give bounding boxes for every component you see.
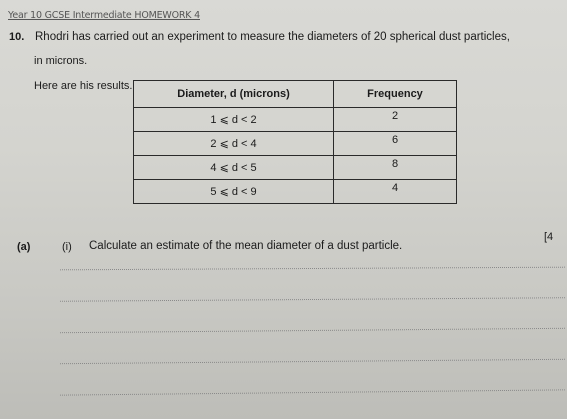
diameter-cell (134, 156, 334, 180)
diameter-value: 4 ⩽ d < 5 (210, 162, 257, 174)
frequency-column-header: Frequency (334, 81, 457, 108)
marks-bracket: [4 (544, 231, 554, 243)
frequency-cell (334, 180, 457, 204)
frequency-cell (334, 156, 457, 180)
question-number: 10. (9, 31, 25, 43)
table-header-row (134, 81, 457, 108)
subpart-label: (i) (62, 241, 72, 253)
frequency-value: 2 (391, 109, 399, 122)
diameter-value: 2 ⩽ d < 4 (210, 138, 257, 150)
question-text: Rhodri has carried out an experiment to measure the diameters of 20 spherical dust particles, (35, 31, 510, 43)
table-row (134, 132, 457, 156)
part-label: (a) (17, 241, 31, 253)
table-row (134, 108, 457, 132)
diameter-column-header: Diameter, d (microns) (134, 81, 334, 108)
frequency-value: 6 (391, 133, 399, 146)
diameter-value: 5 ⩽ d < 9 (210, 186, 257, 198)
frequency-cell (334, 108, 457, 132)
answer-line[interactable] (60, 359, 565, 364)
diameter-value: 1 ⩽ d < 2 (210, 114, 257, 126)
frequency-value: 4 (391, 181, 399, 194)
worksheet-header: Year 10 GCSE Intermediate HOMEWORK 4 (8, 10, 200, 21)
frequency-value: 8 (391, 157, 399, 170)
answer-line[interactable] (60, 267, 565, 271)
answer-line[interactable] (60, 328, 565, 333)
diameter-cell (134, 180, 334, 204)
part-question-text: Calculate an estimate of the mean diameter of a dust particle. (89, 240, 403, 252)
frequency-table (133, 80, 457, 204)
frequency-cell (334, 132, 457, 156)
answer-line[interactable] (60, 389, 565, 395)
table-row (134, 180, 457, 204)
answer-line[interactable] (60, 297, 565, 302)
results-intro: Here are his results. (34, 80, 133, 92)
diameter-cell (134, 132, 334, 156)
diameter-cell (134, 108, 334, 132)
question-text-continued: in microns. (34, 55, 88, 67)
table-row (134, 156, 457, 180)
